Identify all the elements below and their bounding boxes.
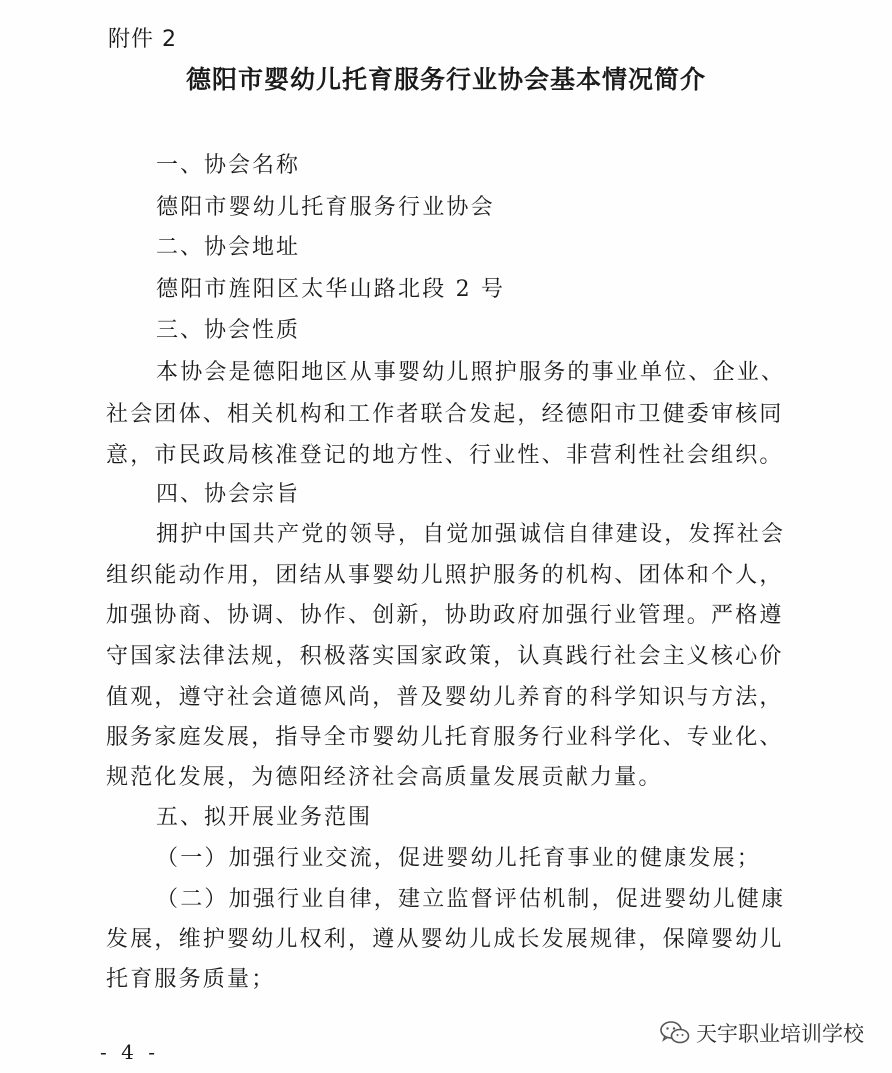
section-heading-name: 一、协会名称 [156,153,301,178]
paragraph-line: 德阳市旌阳区太华山路北段 2 号 [156,277,506,302]
section-heading-purpose: 四、协会宗旨 [156,482,301,507]
watermark [660,1018,864,1048]
section-heading-address: 二、协会地址 [156,235,301,260]
attachment-label: 附件 2 [108,27,177,52]
paragraph-line: 托育服务质量； [106,967,276,992]
document-title: 德阳市婴幼儿托育服务行业协会基本情况简介 [185,65,706,94]
paragraph-line: 值观，遵守社会道德风尚，普及婴幼儿养育的科学知识与方法， [106,685,784,710]
wechat-icon [660,1020,690,1046]
paragraph-line: 社会团体、相关机构和工作者联合发起，经德阳市卫健委审核同 [106,402,784,427]
paragraph-line: 守国家法律法规，积极落实国家政策，认真践行社会主义核心价 [106,644,784,669]
paragraph-line: （二）加强行业自律，建立监督评估机制，促进婴幼儿健康 [156,887,786,912]
section-heading-nature: 三、协会性质 [156,318,301,343]
paragraph-line: 意，市民政局核准登记的地方性、行业性、非营利性社会组织。 [106,443,784,468]
paragraph-line: 组织能动作用，团结从事婴幼儿照护服务的机构、团体和个人， [106,563,784,588]
paragraph-line: 服务家庭发展，指导全市婴幼儿托育服务行业科学化、专业化、 [106,725,784,750]
paragraph-line: 规范化发展，为德阳经济社会高质量发展贡献力量。 [106,765,663,790]
paragraph-line: 德阳市婴幼儿托育服务行业协会 [156,195,495,220]
paragraph-line: 发展，维护婴幼儿权利，遵从婴幼儿成长发展规律，保障婴幼儿 [106,927,784,952]
section-heading-scope: 五、拟开展业务范围 [156,805,373,830]
paragraph-line: 本协会是德阳地区从事婴幼儿照护服务的事业单位、企业、 [156,360,786,385]
watermark-text: 天宇职业培训学校 [696,1022,864,1046]
page-number: - 4 - [100,1040,159,1064]
paragraph-line: 加强协商、协调、协作、创新，协助政府加强行业管理。严格遵 [106,603,784,628]
paragraph-line: 拥护中国共产党的领导，自觉加强诚信自律建设，发挥社会 [156,522,786,547]
paragraph-line: （一）加强行业交流，促进婴幼儿托育事业的健康发展； [156,846,762,871]
